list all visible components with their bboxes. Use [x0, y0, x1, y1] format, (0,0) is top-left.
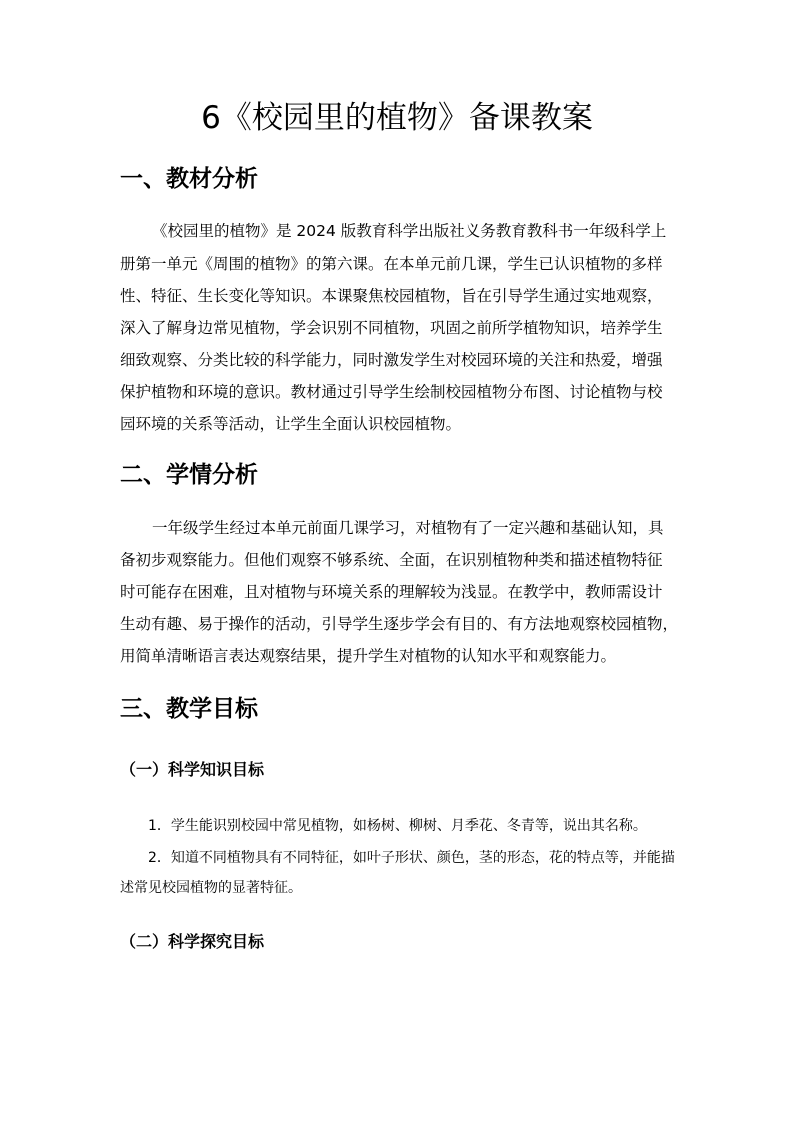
objective-item: 2．知道不同植物具有不同特征，如叶子形状、颜色，茎的形态，花的特点等，并能描	[148, 850, 675, 866]
paragraph-line: 用简单清晰语言表达观察结果，提升学生对植物的认知水平和观察能力。	[120, 647, 617, 665]
paragraph-line: 深入了解身边常见植物，学会识别不同植物，巩固之前所学植物知识，培养学生	[120, 319, 663, 337]
paragraph-line: 备初步观察能力。但他们观察不够系统、全面，在识别植物种类和描述植物特征	[120, 551, 663, 569]
paragraph-line: 时可能存在困难，且对植物与环境关系的理解较为浅显。在教学中，教师需设计	[120, 583, 663, 601]
paragraph-line: 细致观察、分类比较的科学能力，同时激发学生对校园环境的关注和热爱，增强	[120, 351, 663, 369]
objective-item: 述常见校园植物的显著特征。	[120, 880, 302, 896]
section-heading-objectives: 三、教学目标	[120, 696, 258, 722]
subsection-heading-knowledge: （一）科学知识目标	[120, 760, 265, 779]
section-heading-students: 二、学情分析	[120, 462, 258, 488]
paragraph-line: 园环境的关系等活动，让学生全面认识校园植物。	[120, 415, 462, 433]
paragraph-line: 一年级学生经过本单元前面几课学习，对植物有了一定兴趣和基础认知，具	[152, 519, 664, 537]
paragraph-line: 生动有趣、易于操作的活动，引导学生逐步学会有目的、有方法地观察校园植物，	[120, 615, 679, 633]
paragraph-line: 保护植物和环境的意识。教材通过引导学生绘制校园植物分布图、讨论植物与校	[120, 383, 663, 401]
subsection-heading-inquiry: （二）科学探究目标	[120, 932, 265, 951]
paragraph-line: 册第一单元《周围的植物》的第六课。在本单元前几课，学生已认识植物的多样	[120, 255, 663, 273]
paragraph-line: 性、特征、生长变化等知识。本课聚焦校园植物，旨在引导学生通过实地观察，	[120, 287, 663, 305]
objective-item: 1．学生能识别校园中常见植物，如杨树、柳树、月季花、冬青等，说出其名称。	[148, 818, 647, 834]
paragraph-line: 《校园里的植物》是 2024 版教育科学出版社义务教育教科书一年级科学上	[152, 222, 667, 240]
document-title: 6《校园里的植物》备课教案	[201, 100, 593, 136]
section-heading-materials: 一、教材分析	[120, 166, 258, 192]
